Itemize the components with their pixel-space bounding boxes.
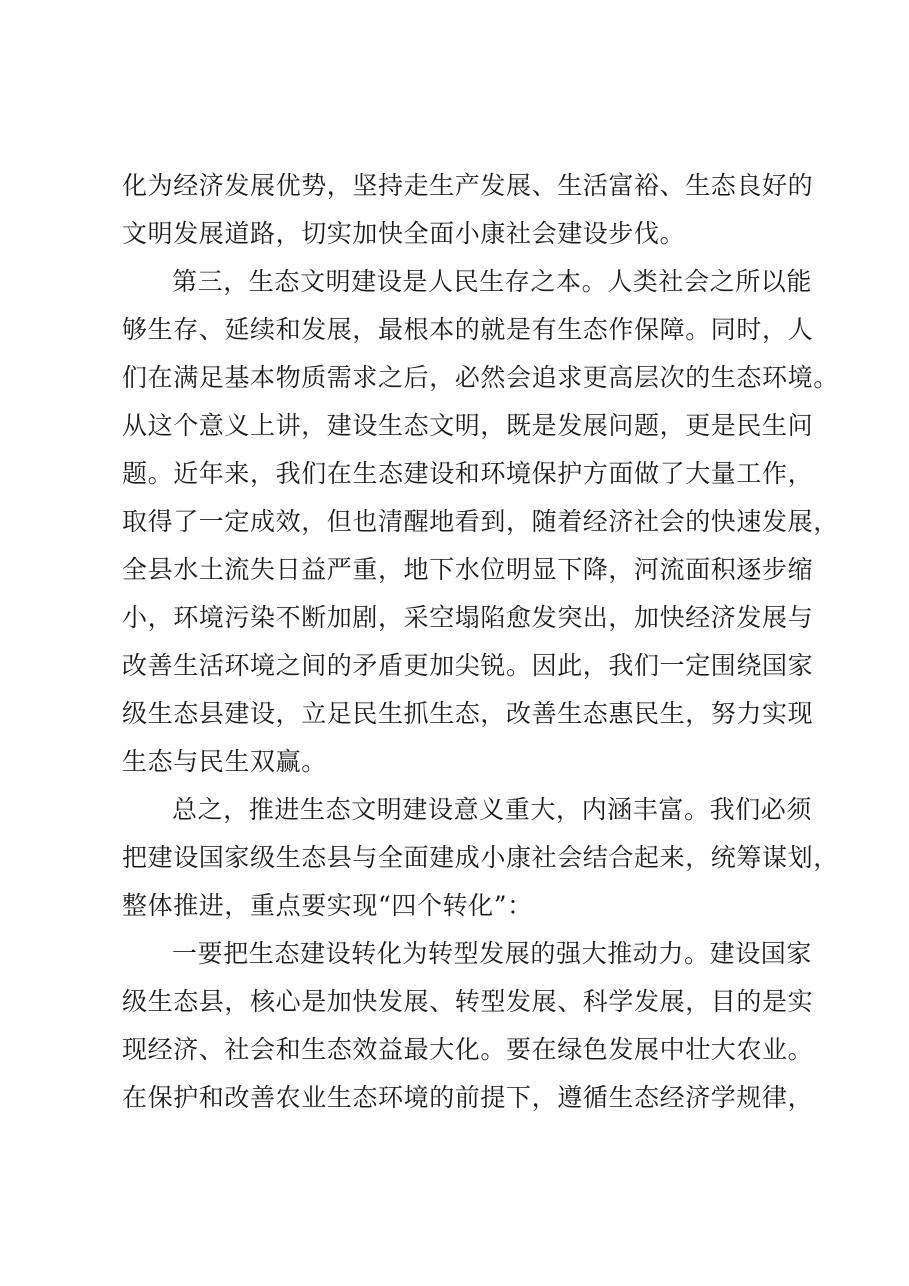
text-line: 生态与民生双赢。	[122, 747, 327, 776]
body-text	[122, 162, 839, 1122]
paragraph-start-line: 总之，推进生态文明建设意义重大，内涵丰富。我们必须	[172, 795, 813, 824]
text-line: 现经济、社会和生态效益最大化。要在绿色发展中壮大农业。	[122, 1035, 814, 1064]
text-line: 取得了一定成效，但也清醒地看到，随着经济社会的快速发展，	[122, 507, 839, 536]
text-line: 们在满足基本物质需求之后，必然会追求更高层次的生态环境。	[122, 363, 839, 392]
text-line: 级生态县建设，立足民生抓生态，改善生态惠民生，努力实现	[122, 699, 814, 728]
paragraph-start-line: 第三，生态文明建设是人民生存之本。人类社会之所以能	[172, 267, 813, 296]
text-line: 文明发展道路，切实加快全面小康社会建设步伐。	[122, 219, 686, 248]
text-line: 化为经济发展优势，坚持走生产发展、生活富裕、生态良好的	[122, 171, 814, 200]
text-line: 从这个意义上讲，建设生态文明，既是发展问题，更是民生问	[122, 411, 814, 440]
text-line: 题。近年来，我们在生态建设和环境保护方面做了大量工作，	[122, 459, 814, 488]
text-line: 够生存、延续和发展，最根本的就是有生态作保障。同时，人	[122, 315, 814, 344]
text-line: 小，环境污染不断加剧，采空塌陷愈发突出，加快经济发展与	[122, 603, 814, 632]
text-line: 全县水土流失日益严重，地下水位明显下降，河流面积逐步缩	[122, 555, 814, 584]
text-line: 在保护和改善农业生态环境的前提下，遵循生态经济学规律，	[122, 1083, 814, 1112]
text-line: 整体推进，重点要实现“四个转化”：	[122, 891, 533, 920]
text-line: 改善生活环境之间的矛盾更加尖锐。因此，我们一定围绕国家	[122, 651, 814, 680]
text-line: 级生态县，核心是加快发展、转型发展、科学发展，目的是实	[122, 987, 814, 1016]
text-line: 把建设国家级生态县与全面建成小康社会结合起来，统筹谋划，	[122, 843, 839, 872]
paragraph-start-line: 一要把生态建设转化为转型发展的强大推动力。建设国家	[172, 939, 813, 968]
